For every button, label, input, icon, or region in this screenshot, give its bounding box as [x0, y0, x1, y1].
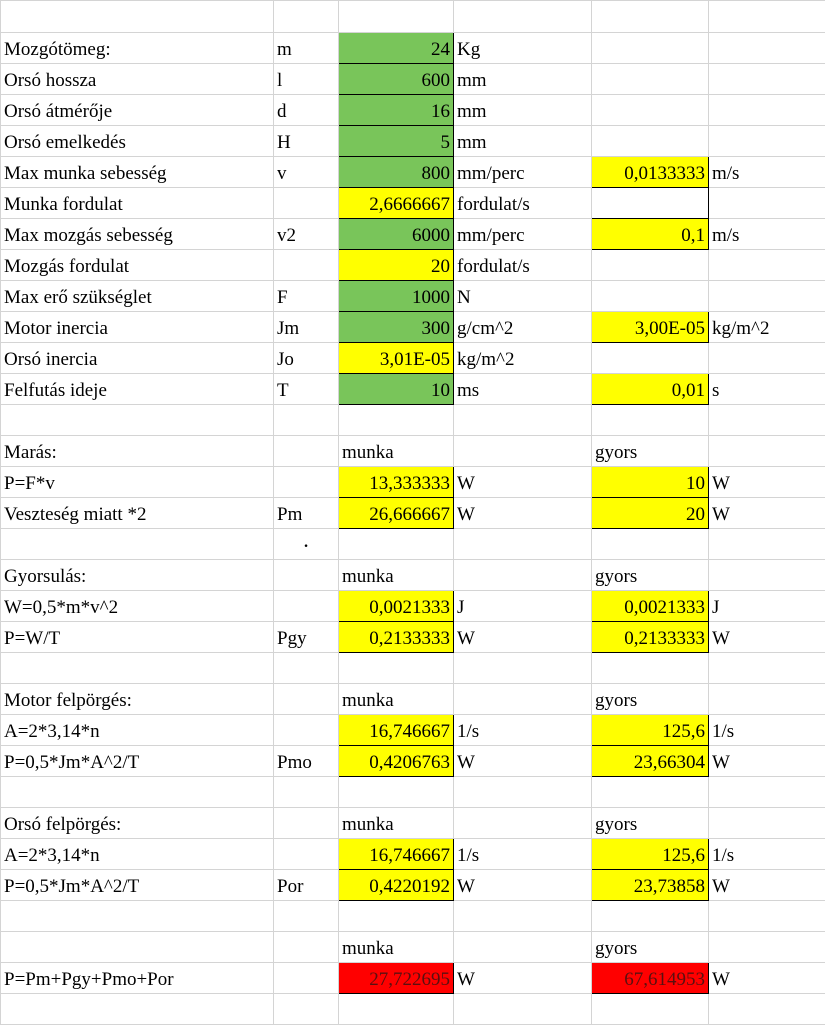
cell-symbol[interactable]	[274, 684, 339, 715]
cell-label[interactable]: A=2*3,14*n	[1, 839, 274, 870]
cell-unit[interactable]: g/cm^2	[454, 312, 592, 343]
cell-unit2[interactable]: 1/s	[709, 715, 825, 746]
cell-value2[interactable]: 0,01	[592, 374, 709, 405]
cell-unit[interactable]: W	[454, 622, 592, 653]
cell-symbol[interactable]	[274, 715, 339, 746]
cell-unit2[interactable]	[709, 250, 825, 281]
sheet-row	[1, 715, 825, 746]
cell-value[interactable]: munka	[339, 684, 454, 715]
sheet-row	[1, 64, 825, 95]
cell-label[interactable]: Mozgótömeg:	[1, 33, 274, 64]
cell-unit2[interactable]: 1/s	[709, 839, 825, 870]
cell-value[interactable]: 16	[339, 95, 454, 126]
cell-label[interactable]	[1, 932, 274, 963]
sheet-row	[1, 343, 825, 374]
cell-label[interactable]: Orsó átmérője	[1, 95, 274, 126]
sheet-row	[1, 405, 825, 436]
cell-unit[interactable]	[454, 653, 592, 684]
cell-value2[interactable]: 23,66304	[592, 746, 709, 777]
cell-value2[interactable]: gyors	[592, 684, 709, 715]
cell-value[interactable]: 3,01E-05	[339, 343, 454, 374]
cell-unit2[interactable]	[709, 405, 825, 436]
cell-unit[interactable]: kg/m^2	[454, 343, 592, 374]
cell-label[interactable]	[1, 529, 274, 560]
cell-value[interactable]: 600	[339, 64, 454, 95]
cell-label[interactable]	[1, 405, 274, 436]
cell-unit2[interactable]	[709, 777, 825, 808]
cell-value[interactable]: 0,4206763	[339, 746, 454, 777]
cell-unit2[interactable]	[709, 1, 825, 33]
cell-unit[interactable]: N	[454, 281, 592, 312]
cell-value[interactable]: munka	[339, 808, 454, 839]
sheet-row	[1, 498, 825, 529]
cell-value2[interactable]: 125,6	[592, 715, 709, 746]
cell-value2[interactable]	[592, 188, 709, 219]
cell-value[interactable]: munka	[339, 932, 454, 963]
cell-value2[interactable]: 125,6	[592, 839, 709, 870]
cell-unit2[interactable]: W	[709, 498, 825, 529]
cell-unit2[interactable]: J	[709, 591, 825, 622]
cell-symbol[interactable]: Pmo	[274, 746, 339, 777]
sheet-row	[1, 622, 825, 653]
cell-symbol[interactable]	[274, 901, 339, 932]
cell-symbol[interactable]	[274, 777, 339, 808]
cell-value2[interactable]	[592, 33, 709, 64]
cell-symbol[interactable]: Pgy	[274, 622, 339, 653]
cell-unit2[interactable]: kg/m^2	[709, 312, 825, 343]
cell-unit[interactable]: mm	[454, 64, 592, 95]
sheet-row	[1, 188, 825, 219]
cell-label[interactable]: P=0,5*Jm*A^2/T	[1, 870, 274, 901]
cell-value[interactable]: 1000	[339, 281, 454, 312]
cell-symbol[interactable]: v2	[274, 219, 339, 250]
cell-symbol[interactable]	[274, 188, 339, 219]
cell-symbol[interactable]: Por	[274, 870, 339, 901]
sheet-row	[1, 281, 825, 312]
cell-unit2[interactable]	[709, 64, 825, 95]
cell-value[interactable]: 16,746667	[339, 839, 454, 870]
cell-unit2[interactable]	[709, 684, 825, 715]
cell-unit[interactable]: W	[454, 467, 592, 498]
cell-value[interactable]: 24	[339, 33, 454, 64]
sheet-row	[1, 994, 825, 1025]
cell-label[interactable]	[1, 994, 274, 1025]
cell-symbol[interactable]: d	[274, 95, 339, 126]
cell-unit[interactable]	[454, 777, 592, 808]
cell-symbol[interactable]	[274, 932, 339, 963]
sheet-row	[1, 591, 825, 622]
cell-label[interactable]: Gyorsulás:	[1, 560, 274, 591]
cell-label[interactable]: Orsó emelkedés	[1, 126, 274, 157]
sheet-row	[1, 746, 825, 777]
cell-symbol[interactable]	[274, 808, 339, 839]
cell-unit2[interactable]: m/s	[709, 157, 825, 188]
cell-unit2[interactable]	[709, 560, 825, 591]
cell-value2[interactable]: 0,0021333	[592, 591, 709, 622]
cell-value2[interactable]: 20	[592, 498, 709, 529]
cell-value2[interactable]	[592, 250, 709, 281]
cell-value[interactable]	[339, 405, 454, 436]
sheet-row	[1, 33, 825, 64]
cell-unit[interactable]: Kg	[454, 33, 592, 64]
cell-symbol[interactable]	[274, 250, 339, 281]
cell-symbol[interactable]: m	[274, 33, 339, 64]
cell-value2[interactable]	[592, 281, 709, 312]
cell-value[interactable]: munka	[339, 436, 454, 467]
cell-unit[interactable]	[454, 560, 592, 591]
cell-value2[interactable]	[592, 1, 709, 33]
cell-label[interactable]: A=2*3,14*n	[1, 715, 274, 746]
cell-label[interactable]: Orsó hossza	[1, 64, 274, 95]
cell-symbol[interactable]: T	[274, 374, 339, 405]
sheet-row	[1, 870, 825, 901]
cell-symbol[interactable]	[274, 405, 339, 436]
cell-value2[interactable]	[592, 405, 709, 436]
cell-unit[interactable]: W	[454, 963, 592, 994]
cell-unit2[interactable]	[709, 901, 825, 932]
cell-unit[interactable]: W	[454, 746, 592, 777]
cell-label[interactable]: P=F*v	[1, 467, 274, 498]
cell-value2[interactable]	[592, 994, 709, 1025]
cell-unit2[interactable]	[709, 436, 825, 467]
cell-value[interactable]	[339, 994, 454, 1025]
cell-value2[interactable]	[592, 95, 709, 126]
cell-symbol[interactable]: Jm	[274, 312, 339, 343]
cell-value[interactable]: 300	[339, 312, 454, 343]
cell-unit[interactable]: mm/perc	[454, 157, 592, 188]
sheet-row	[1, 374, 825, 405]
sheet-row	[1, 932, 825, 963]
cell-value[interactable]: 27,722695	[339, 963, 454, 994]
cell-unit2[interactable]	[709, 281, 825, 312]
cell-label[interactable]: Marás:	[1, 436, 274, 467]
cell-value2[interactable]	[592, 653, 709, 684]
sheet-row	[1, 684, 825, 715]
cell-value2[interactable]	[592, 901, 709, 932]
cell-value[interactable]: 26,666667	[339, 498, 454, 529]
cell-unit2[interactable]	[709, 343, 825, 374]
cell-unit[interactable]	[454, 994, 592, 1025]
cell-symbol[interactable]	[274, 839, 339, 870]
cell-unit2[interactable]: W	[709, 746, 825, 777]
cell-unit2[interactable]: W	[709, 622, 825, 653]
cell-label[interactable]: W=0,5*m*v^2	[1, 591, 274, 622]
cell-symbol[interactable]: l	[274, 64, 339, 95]
cell-value2[interactable]: 0,1	[592, 219, 709, 250]
cell-value[interactable]	[339, 653, 454, 684]
cell-unit[interactable]: mm	[454, 126, 592, 157]
sheet-row	[1, 126, 825, 157]
cell-symbol[interactable]	[274, 1, 339, 33]
cell-symbol[interactable]	[274, 963, 339, 994]
cell-label[interactable]	[1, 901, 274, 932]
cell-unit2[interactable]: W	[709, 870, 825, 901]
cell-label[interactable]	[1, 777, 274, 808]
cell-symbol[interactable]	[274, 653, 339, 684]
cell-label[interactable]: Max mozgás sebesség	[1, 219, 274, 250]
sheet-row	[1, 219, 825, 250]
cell-label[interactable]: Munka fordulat	[1, 188, 274, 219]
cell-label[interactable]: Mozgás fordulat	[1, 250, 274, 281]
cell-value2[interactable]: 0,0133333	[592, 157, 709, 188]
cell-unit2[interactable]	[709, 126, 825, 157]
sheet-row	[1, 901, 825, 932]
sheet-row	[1, 777, 825, 808]
cell-unit2[interactable]	[709, 653, 825, 684]
cell-value2[interactable]: 67,614953	[592, 963, 709, 994]
cell-unit2[interactable]	[709, 529, 825, 560]
cell-unit[interactable]: W	[454, 870, 592, 901]
cell-value2[interactable]	[592, 777, 709, 808]
sheet-row	[1, 95, 825, 126]
cell-unit[interactable]	[454, 932, 592, 963]
sheet-row	[1, 157, 825, 188]
cell-unit2[interactable]	[709, 994, 825, 1025]
cell-symbol[interactable]	[274, 560, 339, 591]
cell-unit2[interactable]	[709, 932, 825, 963]
cell-value[interactable]	[339, 901, 454, 932]
cell-symbol[interactable]	[274, 467, 339, 498]
cell-unit2[interactable]	[709, 95, 825, 126]
cell-symbol[interactable]: Jo	[274, 343, 339, 374]
cell-label[interactable]: P=W/T	[1, 622, 274, 653]
cell-unit[interactable]: mm	[454, 95, 592, 126]
cell-unit2[interactable]: s	[709, 374, 825, 405]
grid-body	[1, 1, 825, 1025]
cell-unit[interactable]	[454, 529, 592, 560]
cell-unit2[interactable]	[709, 808, 825, 839]
cell-value[interactable]: 0,2133333	[339, 622, 454, 653]
cell-unit[interactable]	[454, 901, 592, 932]
sheet-row	[1, 312, 825, 343]
cell-label[interactable]: Felfutás ideje	[1, 374, 274, 405]
sheet-row	[1, 963, 825, 994]
cell-unit[interactable]	[454, 436, 592, 467]
cell-value[interactable]: 10	[339, 374, 454, 405]
cell-mark[interactable]: ·	[274, 529, 339, 560]
cell-unit2[interactable]: m/s	[709, 219, 825, 250]
cell-unit[interactable]	[454, 1, 592, 33]
cell-value[interactable]: 6000	[339, 219, 454, 250]
sheet-row	[1, 653, 825, 684]
cell-unit2[interactable]	[709, 188, 825, 219]
cell-unit[interactable]: 1/s	[454, 839, 592, 870]
sheet-row	[1, 436, 825, 467]
cell-value[interactable]: 5	[339, 126, 454, 157]
cell-value2[interactable]: 3,00E-05	[592, 312, 709, 343]
sheet-row	[1, 839, 825, 870]
cell-unit2[interactable]: W	[709, 963, 825, 994]
cell-unit[interactable]: W	[454, 498, 592, 529]
cell-label[interactable]	[1, 1, 274, 33]
cell-label[interactable]: P=Pm+Pgy+Pmo+Por	[1, 963, 274, 994]
cell-unit2[interactable]: W	[709, 467, 825, 498]
cell-symbol[interactable]	[274, 994, 339, 1025]
cell-symbol[interactable]: Pm	[274, 498, 339, 529]
sheet-row	[1, 529, 825, 560]
sheet-row	[1, 808, 825, 839]
sheet-row	[1, 467, 825, 498]
cell-value[interactable]	[339, 1, 454, 33]
cell-symbol[interactable]	[274, 591, 339, 622]
cell-label[interactable]	[1, 653, 274, 684]
cell-unit[interactable]: fordulat/s	[454, 188, 592, 219]
cell-value[interactable]	[339, 777, 454, 808]
cell-value2[interactable]: gyors	[592, 932, 709, 963]
sheet-row	[1, 1, 825, 33]
cell-unit[interactable]: J	[454, 591, 592, 622]
cell-symbol[interactable]: v	[274, 157, 339, 188]
cell-value[interactable]: munka	[339, 560, 454, 591]
cell-value[interactable]: 13,333333	[339, 467, 454, 498]
cell-value2[interactable]: gyors	[592, 808, 709, 839]
cell-label[interactable]: Max munka sebesség	[1, 157, 274, 188]
cell-value[interactable]: 20	[339, 250, 454, 281]
cell-value[interactable]	[339, 529, 454, 560]
cell-value2[interactable]	[592, 64, 709, 95]
cell-unit[interactable]: ms	[454, 374, 592, 405]
cell-value2[interactable]: 23,73858	[592, 870, 709, 901]
cell-unit2[interactable]	[709, 33, 825, 64]
cell-value2[interactable]	[592, 529, 709, 560]
cell-unit[interactable]	[454, 405, 592, 436]
cell-label[interactable]: Motor inercia	[1, 312, 274, 343]
sheet-row	[1, 560, 825, 591]
cell-value[interactable]: 0,0021333	[339, 591, 454, 622]
cell-unit[interactable]: 1/s	[454, 715, 592, 746]
cell-unit[interactable]	[454, 684, 592, 715]
cell-label[interactable]: Veszteség miatt *2	[1, 498, 274, 529]
cell-label[interactable]: Motor felpörgés:	[1, 684, 274, 715]
cell-symbol[interactable]: F	[274, 281, 339, 312]
cell-unit[interactable]	[454, 808, 592, 839]
cell-value[interactable]: 2,6666667	[339, 188, 454, 219]
cell-unit[interactable]: mm/perc	[454, 219, 592, 250]
cell-value2[interactable]: gyors	[592, 436, 709, 467]
cell-symbol[interactable]	[274, 436, 339, 467]
cell-unit[interactable]: fordulat/s	[454, 250, 592, 281]
cell-symbol[interactable]: H	[274, 126, 339, 157]
cell-label[interactable]: P=0,5*Jm*A^2/T	[1, 746, 274, 777]
cell-value[interactable]: 16,746667	[339, 715, 454, 746]
cell-label[interactable]: Orsó inercia	[1, 343, 274, 374]
cell-value2[interactable]: 0,2133333	[592, 622, 709, 653]
cell-value2[interactable]	[592, 343, 709, 374]
cell-label[interactable]: Orsó felpörgés:	[1, 808, 274, 839]
cell-value[interactable]: 800	[339, 157, 454, 188]
sheet-row	[1, 250, 825, 281]
cell-value2[interactable]: 10	[592, 467, 709, 498]
cell-value[interactable]: 0,4220192	[339, 870, 454, 901]
cell-value2[interactable]: gyors	[592, 560, 709, 591]
cell-value2[interactable]	[592, 126, 709, 157]
cell-label[interactable]: Max erő szükséglet	[1, 281, 274, 312]
